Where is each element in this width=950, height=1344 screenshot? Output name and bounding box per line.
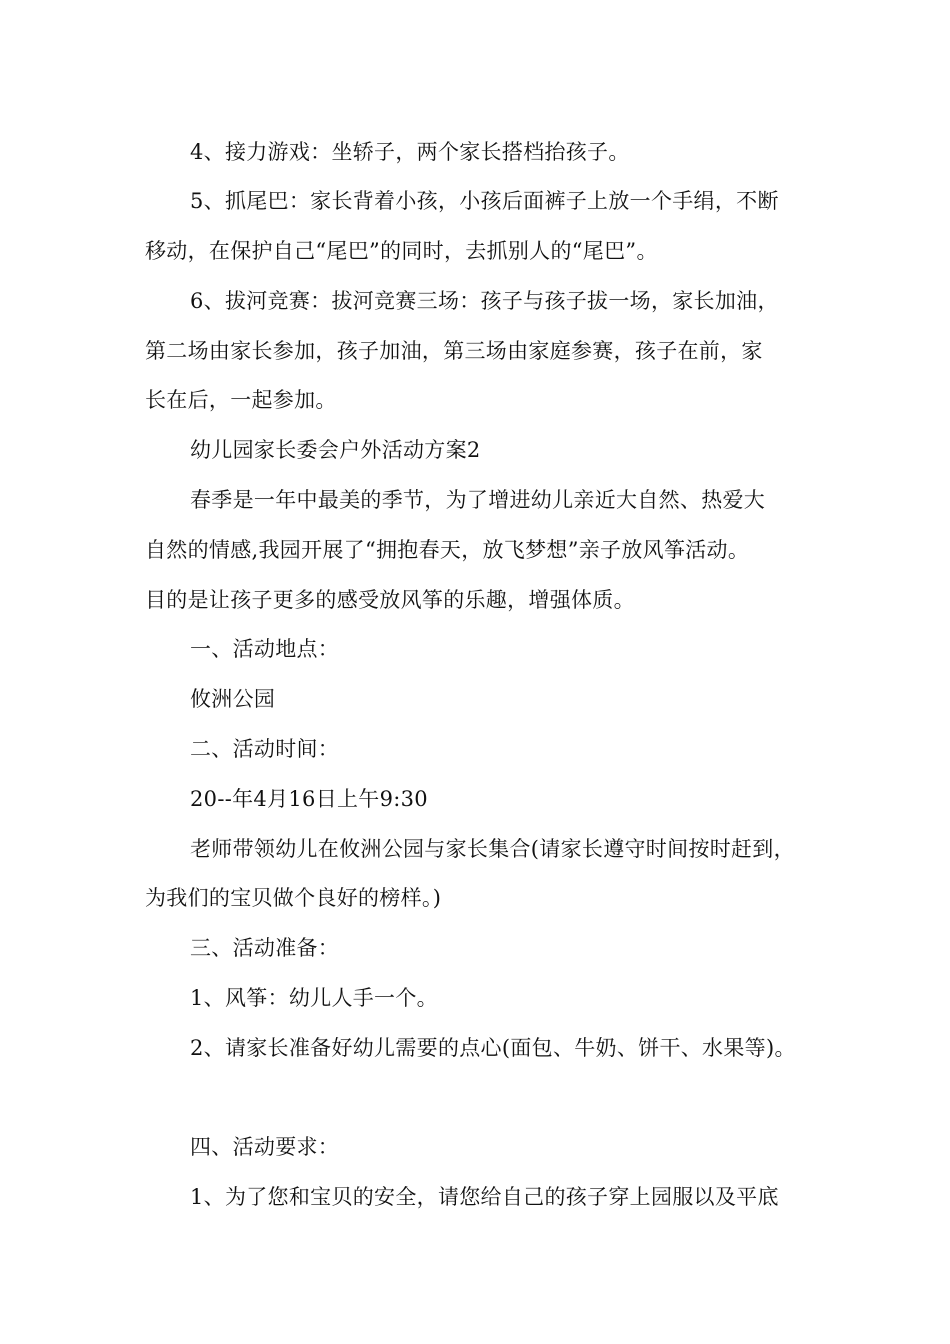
paragraph-line: 攸洲公园 — [190, 687, 276, 711]
subheading-preparation: 三、活动准备： — [190, 936, 340, 960]
paragraph-line: 6、拔河竞赛：拔河竞赛三场：孩子与孩子拔一场，家长加油， — [190, 289, 779, 313]
paragraph-line: 2、请家长准备好幼儿需要的点心(面包、牛奶、饼干、水果等)。 — [190, 1036, 796, 1060]
subheading-requirements: 四、活动要求： — [190, 1135, 340, 1159]
subheading-time: 二、活动时间： — [190, 737, 340, 761]
paragraph-line: 5、抓尾巴：家长背着小孩，小孩后面裤子上放一个手绢，不断 — [190, 189, 779, 213]
paragraph-line: 长在后，一起参加。 — [145, 388, 337, 412]
paragraph-line: 目的是让孩子更多的感受放风筝的乐趣，增强体质。 — [145, 588, 635, 612]
paragraph-line: 春季是一年中最美的季节，为了增进幼儿亲近大自然、热爱大 — [190, 488, 766, 512]
paragraph-line: 老师带领幼儿在攸洲公园与家长集合(请家长遵守时间按时赶到， — [190, 837, 795, 861]
paragraph-line: 4、接力游戏：坐轿子，两个家长搭档抬孩子。 — [190, 140, 630, 164]
paragraph-line: 第二场由家长参加，孩子加油，第三场由家庭参赛，孩子在前，家 — [145, 339, 763, 363]
paragraph-line: 1、风筝：幼儿人手一个。 — [190, 986, 438, 1010]
paragraph-line: 1、为了您和宝贝的安全，请您给自己的孩子穿上园服以及平底 — [190, 1185, 779, 1209]
paragraph-line: 20--年4月16日上午9:30 — [190, 787, 428, 811]
paragraph-line: 自然的情感,我园开展了“拥抱春天，放飞梦想”亲子放风筝活动。 — [145, 538, 750, 562]
paragraph-line: 为我们的宝贝做个良好的榜样。) — [145, 886, 442, 910]
subheading-location: 一、活动地点： — [190, 637, 340, 661]
paragraph-line: 移动，在保护自己“尾巴”的同时，去抓别人的“尾巴”。 — [145, 239, 658, 263]
section-heading: 幼儿园家长委会户外活动方案2 — [190, 438, 481, 462]
